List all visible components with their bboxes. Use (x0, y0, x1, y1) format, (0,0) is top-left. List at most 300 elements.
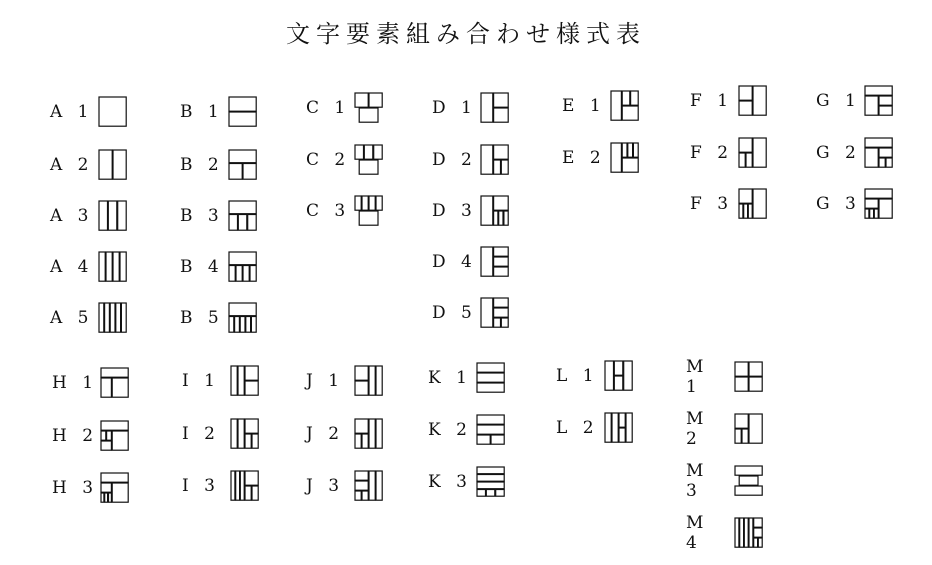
glyph-part (355, 491, 361, 500)
glyph-part (744, 518, 748, 547)
layout-glyph (354, 418, 384, 450)
pattern-label: I 3 (182, 476, 220, 496)
glyph-part (113, 150, 126, 179)
glyph-part (754, 538, 758, 547)
layout-glyph (864, 137, 894, 169)
glyph-part (99, 150, 112, 179)
pattern-label: G 2 (816, 143, 861, 163)
glyph-part (236, 471, 240, 500)
pattern-label: D 2 (432, 150, 477, 170)
pattern-label: M 4 (686, 513, 709, 553)
pattern-e1 (562, 90, 640, 122)
layout-glyph (228, 149, 258, 181)
layout-glyph (100, 367, 130, 399)
pattern-label: H 1 (52, 373, 99, 393)
glyph-part (238, 419, 244, 448)
layout-glyph (480, 92, 510, 124)
glyph-part (362, 491, 368, 500)
pattern-label: H 3 (52, 478, 99, 498)
glyph-part (631, 91, 639, 105)
glyph-part (622, 91, 630, 105)
glyph-part (739, 204, 743, 218)
pattern-b5 (180, 302, 258, 334)
pattern-h1 (52, 367, 130, 399)
glyph-part (118, 201, 127, 230)
pattern-a3 (50, 200, 128, 232)
pattern-l2 (556, 412, 634, 444)
glyph-part (101, 431, 106, 440)
glyph-part (229, 303, 256, 316)
glyph-part (99, 303, 104, 332)
glyph-part (376, 419, 382, 448)
glyph-part (374, 145, 383, 159)
layout-glyph (480, 297, 510, 329)
glyph-part (735, 466, 762, 475)
pattern-j1 (306, 365, 384, 397)
glyph-part (879, 199, 892, 218)
glyph-part (245, 419, 258, 433)
glyph-part (245, 381, 258, 395)
layout-glyph (476, 414, 506, 446)
glyph-part (245, 366, 258, 380)
pattern-label: J 1 (306, 371, 345, 391)
glyph-part (749, 377, 762, 391)
glyph-part (481, 298, 493, 327)
glyph-part (362, 196, 368, 210)
layout-glyph (230, 470, 260, 502)
pattern-m2 (686, 409, 764, 449)
layout-glyph (98, 149, 128, 181)
glyph-part (494, 196, 509, 210)
pattern-a4 (50, 251, 128, 283)
layout-glyph (738, 85, 768, 117)
glyph-part (355, 419, 368, 433)
layout-glyph (734, 517, 764, 549)
pattern-g3 (816, 188, 894, 220)
pattern-h3 (52, 472, 130, 504)
glyph-part (494, 318, 501, 327)
pattern-label: A 4 (50, 257, 94, 277)
pattern-c2 (306, 144, 384, 176)
glyph-part (622, 143, 627, 157)
glyph-part (633, 143, 638, 157)
pattern-label: D 3 (432, 201, 477, 221)
glyph-part (481, 145, 493, 174)
glyph-part (376, 196, 382, 210)
pattern-g1 (816, 85, 894, 117)
glyph-part (101, 441, 111, 450)
glyph-part (105, 303, 110, 332)
glyph-part (229, 164, 242, 180)
glyph-part (499, 211, 503, 225)
glyph-part (355, 381, 368, 395)
pattern-label: J 2 (306, 424, 345, 444)
glyph-part (739, 101, 752, 115)
glyph-part (622, 158, 638, 172)
glyph-part (865, 138, 892, 147)
glyph-part (749, 518, 753, 547)
glyph-part (865, 199, 878, 208)
pattern-m4 (686, 513, 764, 553)
glyph-part (99, 201, 108, 230)
glyph-part (865, 96, 878, 115)
layout-glyph (100, 472, 130, 504)
glyph-part (494, 247, 509, 256)
layout-glyph (480, 195, 510, 227)
glyph-part (359, 108, 378, 122)
glyph-part (735, 362, 748, 376)
glyph-part (477, 363, 504, 372)
pattern-a1 (50, 96, 128, 128)
glyph-part (101, 368, 128, 377)
glyph-part (355, 434, 361, 448)
glyph-part (874, 209, 878, 218)
pattern-label: J 3 (306, 476, 345, 496)
glyph-part (622, 106, 638, 120)
glyph-part (229, 112, 256, 126)
layout-glyph (738, 188, 768, 220)
pattern-label: D 5 (432, 303, 477, 323)
layout-glyph (230, 365, 260, 397)
glyph-part (252, 486, 258, 500)
glyph-part (229, 266, 235, 282)
glyph-part (101, 483, 111, 492)
glyph-part (865, 148, 878, 167)
layout-glyph (228, 96, 258, 128)
glyph-part (481, 93, 493, 122)
glyph-part (240, 317, 245, 333)
glyph-part (619, 413, 625, 427)
pattern-c3 (306, 195, 384, 227)
glyph-part (112, 431, 128, 450)
glyph-part (494, 160, 501, 174)
glyph-part (477, 475, 504, 482)
pattern-label: A 1 (50, 102, 94, 122)
pattern-f1 (690, 85, 768, 117)
layout-glyph (480, 246, 510, 278)
layout-glyph (734, 361, 764, 393)
glyph-part (235, 317, 240, 333)
pattern-e2 (562, 142, 640, 174)
glyph-part (245, 486, 251, 500)
glyph-part (735, 429, 741, 443)
glyph-part (113, 252, 119, 281)
pattern-label: M 2 (686, 409, 709, 449)
pattern-label: M 3 (686, 461, 709, 501)
glyph-part (879, 106, 892, 115)
pattern-label: F 3 (690, 194, 734, 214)
glyph-part (477, 383, 504, 392)
pattern-label: C 3 (306, 201, 351, 221)
glyph-part (740, 518, 744, 547)
glyph-part (879, 148, 892, 157)
pattern-label: G 1 (816, 91, 861, 111)
glyph-part (494, 308, 509, 317)
glyph-part (744, 204, 748, 218)
glyph-part (108, 201, 117, 230)
glyph-part (229, 252, 256, 265)
glyph-part (105, 493, 108, 502)
glyph-part (229, 97, 256, 111)
glyph-part (376, 471, 382, 500)
glyph-part (252, 434, 258, 448)
pattern-b4 (180, 251, 258, 283)
glyph-part (758, 538, 762, 547)
layout-glyph (476, 362, 506, 394)
glyph-part (355, 145, 364, 159)
glyph-part (628, 143, 633, 157)
glyph-part (879, 158, 885, 167)
layout-glyph (604, 412, 634, 444)
pattern-i2 (182, 418, 260, 450)
glyph-part (229, 317, 234, 333)
glyph-part (746, 153, 752, 167)
glyph-part (245, 434, 251, 448)
glyph-part (624, 361, 633, 390)
pattern-f3 (690, 188, 768, 220)
pattern-label: D 4 (432, 252, 477, 272)
layout-glyph (864, 188, 894, 220)
glyph-part (231, 366, 237, 395)
glyph-part (364, 145, 373, 159)
pattern-j2 (306, 418, 384, 450)
glyph-part (504, 211, 508, 225)
glyph-part (251, 317, 256, 333)
layout-glyph (610, 90, 640, 122)
glyph-part (99, 97, 126, 126)
pattern-label: D 1 (432, 98, 477, 118)
glyph-part (246, 317, 251, 333)
pattern-label: B 1 (180, 102, 224, 122)
glyph-part (735, 377, 748, 391)
pattern-label: K 3 (428, 472, 472, 492)
glyph-part (229, 215, 238, 231)
pattern-label: C 1 (306, 98, 351, 118)
pattern-label: A 5 (50, 308, 94, 328)
glyph-part (121, 303, 126, 332)
layout-glyph (864, 85, 894, 117)
glyph-part (110, 303, 115, 332)
pattern-label: I 2 (182, 424, 220, 444)
layout-glyph (98, 96, 128, 128)
glyph-part (229, 201, 256, 214)
pattern-label: B 4 (180, 257, 224, 277)
pattern-label: F 1 (690, 91, 734, 111)
pattern-label: G 3 (816, 194, 861, 214)
pattern-label: M 1 (686, 357, 709, 397)
glyph-part (477, 373, 504, 382)
glyph-part (359, 211, 378, 225)
glyph-part (359, 160, 378, 174)
glyph-part (494, 257, 509, 266)
layout-glyph (228, 251, 258, 283)
glyph-part (369, 471, 375, 500)
pattern-label: K 2 (428, 420, 472, 440)
glyph-part (748, 204, 752, 218)
pattern-m1 (686, 357, 764, 397)
glyph-part (106, 252, 112, 281)
pattern-l1 (556, 360, 634, 392)
glyph-part (238, 366, 244, 395)
glyph-part (739, 86, 752, 100)
glyph-part (494, 211, 498, 225)
pattern-h2 (52, 420, 130, 452)
glyph-part (611, 91, 621, 120)
glyph-part (739, 189, 752, 203)
glyph-part (355, 481, 368, 490)
glyph-part (355, 471, 368, 480)
glyph-part (754, 518, 763, 527)
glyph-part (109, 493, 112, 502)
pattern-label: A 3 (50, 206, 94, 226)
glyph-part (362, 434, 368, 448)
glyph-part (735, 414, 748, 428)
glyph-part (865, 86, 892, 95)
glyph-part (753, 86, 766, 115)
glyph-part (369, 93, 382, 107)
glyph-part (753, 189, 766, 218)
pattern-k2 (428, 414, 506, 446)
glyph-part (626, 413, 632, 442)
layout-glyph (476, 466, 506, 498)
layout-glyph (230, 418, 260, 450)
glyph-part (101, 378, 111, 397)
layout-glyph (354, 470, 384, 502)
page-title: 文字要素組み合わせ様式表 (286, 20, 646, 48)
pattern-k3 (428, 466, 506, 498)
glyph-part (101, 473, 128, 482)
glyph-part (886, 158, 892, 167)
glyph-part (112, 483, 128, 502)
glyph-part (101, 421, 128, 430)
glyph-part (749, 362, 762, 376)
pattern-d4 (432, 246, 510, 278)
glyph-part (754, 528, 763, 537)
pattern-b1 (180, 96, 258, 128)
pattern-label: E 1 (562, 96, 606, 116)
pattern-d1 (432, 92, 510, 124)
glyph-part (477, 425, 504, 434)
glyph-part (236, 266, 242, 282)
glyph-part (605, 361, 614, 390)
pattern-label: I 1 (182, 371, 220, 391)
glyph-part (355, 93, 368, 107)
glyph-part (619, 428, 625, 442)
layout-glyph (98, 251, 128, 283)
pattern-f2 (690, 137, 768, 169)
glyph-part (486, 490, 495, 497)
layout-glyph (228, 200, 258, 232)
pattern-k1 (428, 362, 506, 394)
pattern-g2 (816, 137, 894, 169)
pattern-label: K 1 (428, 368, 472, 388)
glyph-part (879, 96, 892, 105)
layout-glyph (354, 195, 384, 227)
layout-glyph (100, 420, 130, 452)
glyph-part (739, 476, 758, 485)
glyph-part (496, 490, 505, 497)
glyph-part (369, 366, 375, 395)
glyph-part (735, 518, 739, 547)
layout-glyph (354, 365, 384, 397)
glyph-part (481, 247, 493, 276)
layout-glyph (228, 302, 258, 334)
glyph-part (481, 196, 493, 225)
pattern-a2 (50, 149, 128, 181)
glyph-part (739, 138, 752, 152)
pattern-label: C 2 (306, 150, 351, 170)
glyph-part (369, 419, 375, 448)
pattern-label: A 2 (50, 155, 94, 175)
glyph-part (231, 419, 237, 448)
pattern-c1 (306, 92, 384, 124)
glyph-part (238, 215, 247, 231)
glyph-part (491, 435, 504, 444)
glyph-part (369, 196, 375, 210)
pattern-b3 (180, 200, 258, 232)
pattern-label: L 2 (556, 418, 599, 438)
glyph-part (99, 252, 105, 281)
pattern-a5 (50, 302, 128, 334)
glyph-part (612, 413, 618, 442)
layout-glyph (98, 200, 128, 232)
glyph-part (355, 196, 361, 210)
glyph-part (376, 366, 382, 395)
glyph-part (107, 431, 112, 440)
glyph-part (112, 378, 128, 397)
glyph-part (870, 209, 874, 218)
pattern-d5 (432, 297, 510, 329)
glyph-part (477, 467, 504, 474)
glyph-part (614, 361, 623, 375)
pattern-d2 (432, 144, 510, 176)
glyph-part (229, 150, 256, 163)
glyph-part (231, 471, 235, 500)
glyph-part (240, 471, 244, 500)
glyph-part (501, 160, 508, 174)
glyph-part (250, 266, 256, 282)
glyph-part (501, 318, 508, 327)
glyph-part (248, 215, 257, 231)
glyph-part (494, 93, 509, 107)
pattern-label: E 2 (562, 148, 606, 168)
glyph-part (477, 482, 504, 489)
layout-glyph (354, 92, 384, 124)
pattern-label: F 2 (690, 143, 734, 163)
glyph-part (753, 138, 766, 167)
glyph-part (243, 164, 256, 180)
layout-glyph (610, 142, 640, 174)
glyph-part (735, 486, 762, 495)
layout-glyph (738, 137, 768, 169)
glyph-part (494, 108, 509, 122)
glyph-part (494, 145, 509, 159)
pattern-m3 (686, 461, 764, 501)
pattern-label: H 2 (52, 426, 99, 446)
pattern-i1 (182, 365, 260, 397)
pattern-b2 (180, 149, 258, 181)
glyph-part (101, 493, 104, 502)
layout-glyph (480, 144, 510, 176)
layout-glyph (98, 302, 128, 334)
glyph-part (120, 252, 126, 281)
glyph-part (605, 413, 611, 442)
glyph-part (477, 415, 504, 424)
pattern-j3 (306, 470, 384, 502)
pattern-d3 (432, 195, 510, 227)
glyph-part (477, 490, 486, 497)
glyph-part (494, 267, 509, 276)
